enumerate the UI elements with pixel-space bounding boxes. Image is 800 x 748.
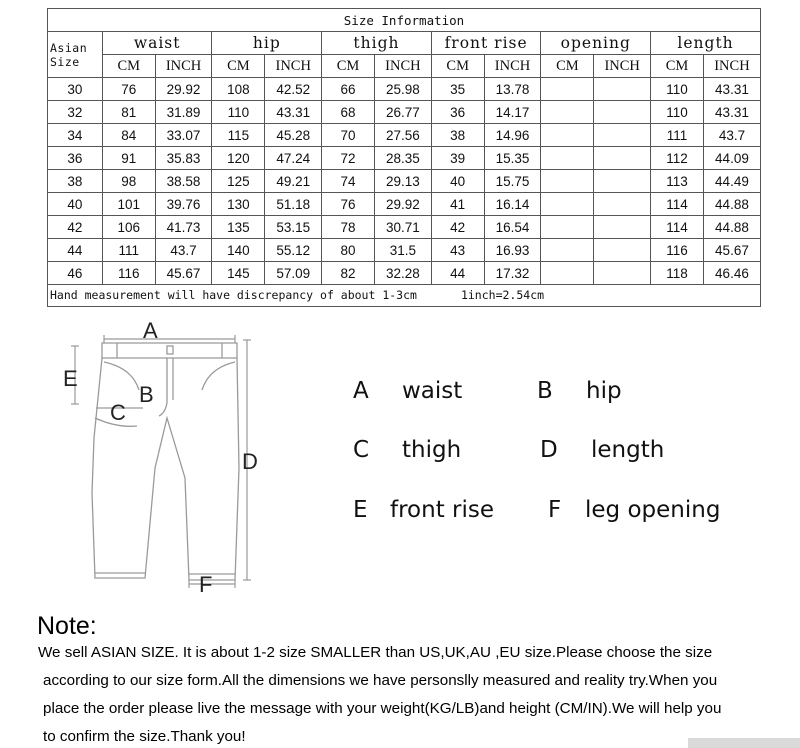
measurement-cell: 115 [212, 124, 265, 147]
waistband-outline [102, 343, 237, 358]
unit-header-inch: INCH [594, 55, 651, 78]
measurement-cell: 116 [102, 262, 155, 285]
measurement-cell: 42.52 [265, 78, 322, 101]
measurement-cell: 25.98 [374, 78, 431, 101]
measurement-cell: 15.35 [484, 147, 541, 170]
measurement-cell: 45.67 [155, 262, 212, 285]
measurement-cell [541, 262, 594, 285]
measurement-cell [541, 193, 594, 216]
measurement-cell: 82 [322, 262, 375, 285]
legend-letter-a: A [353, 378, 369, 404]
corner-decoration [688, 738, 800, 748]
table-caption-row [48, 9, 761, 32]
unit-header-inch: INCH [484, 55, 541, 78]
measurement-cell: 47.24 [265, 147, 322, 170]
measurement-cell: 39 [431, 147, 484, 170]
measurement-cell: 68 [322, 101, 375, 124]
measurement-cell: 16.14 [484, 193, 541, 216]
measurement-cell: 41 [431, 193, 484, 216]
unit-header-inch: INCH [155, 55, 212, 78]
unit-header-inch: INCH [265, 55, 322, 78]
measurement-cell: 44.88 [703, 216, 760, 239]
measurement-cell: 135 [212, 216, 265, 239]
measurement-cell: 46.46 [703, 262, 760, 285]
measurement-cell: 91 [102, 147, 155, 170]
measurement-cell: 98 [102, 170, 155, 193]
measurement-cell [541, 101, 594, 124]
asian-label: Asian [50, 40, 88, 55]
unit-header-inch: INCH [703, 55, 760, 78]
measurement-cell: 114 [651, 193, 704, 216]
size-cell: 42 [48, 216, 103, 239]
measurement-cell [594, 147, 651, 170]
group-header-thigh: thigh [322, 32, 432, 55]
unit-header-cm: CM [212, 55, 265, 78]
measurement-cell [594, 216, 651, 239]
measurement-cell: 130 [212, 193, 265, 216]
measurement-cell: 14.96 [484, 124, 541, 147]
legend-text-length: length [591, 437, 665, 463]
measurement-cell: 32.28 [374, 262, 431, 285]
measurement-cell: 43.31 [703, 101, 760, 124]
measurement-cell: 44 [431, 262, 484, 285]
diagram-label-f: F [199, 572, 213, 597]
table-row [48, 170, 761, 193]
group-header-row [48, 32, 761, 55]
footnote-row [48, 285, 761, 307]
measurement-cell: 78 [322, 216, 375, 239]
table-row [48, 101, 761, 124]
note-title: Note: [37, 612, 97, 640]
fly-line [159, 358, 167, 416]
measurement-cell: 45.67 [703, 239, 760, 262]
measurement-cell: 14.17 [484, 101, 541, 124]
measurement-cell: 30.71 [374, 216, 431, 239]
measurement-cell: 42 [431, 216, 484, 239]
measurement-cell: 43.7 [155, 239, 212, 262]
measurement-cell: 111 [651, 124, 704, 147]
measurement-cell: 29.92 [155, 78, 212, 101]
measurement-cell: 120 [212, 147, 265, 170]
size-cell: 34 [48, 124, 103, 147]
unit-header-inch: INCH [374, 55, 431, 78]
table-title: Size Information [48, 9, 761, 32]
measurement-cell: 38 [431, 124, 484, 147]
measurement-cell: 40 [431, 170, 484, 193]
measurement-cell: 16.54 [484, 216, 541, 239]
measurement-cell: 28.35 [374, 147, 431, 170]
size-cell: 46 [48, 262, 103, 285]
unit-header-cm: CM [651, 55, 704, 78]
measurement-cell [594, 170, 651, 193]
size-cell: 44 [48, 239, 103, 262]
legend-text-thigh: thigh [402, 437, 462, 463]
size-cell: 32 [48, 101, 103, 124]
measurement-cell: 44.09 [703, 147, 760, 170]
size-cell: 40 [48, 193, 103, 216]
measurement-cell: 76 [322, 193, 375, 216]
size-cell: 38 [48, 170, 103, 193]
measurement-cell [594, 262, 651, 285]
measurement-cell: 44.88 [703, 193, 760, 216]
measurement-cell: 43.7 [703, 124, 760, 147]
measurement-cell: 38.58 [155, 170, 212, 193]
measurement-cell: 116 [651, 239, 704, 262]
measurement-cell [541, 78, 594, 101]
pants-outline [92, 358, 239, 580]
note-line-3: place the order please live the message with your weight(KG/LB)and height (CM/IN).We will help you [43, 700, 722, 717]
diagram-label-e: E [63, 366, 78, 391]
measurement-cell [541, 124, 594, 147]
measurement-cell: 31.89 [155, 101, 212, 124]
table-row [48, 239, 761, 262]
measurement-cell: 51.18 [265, 193, 322, 216]
measurement-cell: 43.31 [703, 78, 760, 101]
legend-letter-e: E [353, 497, 368, 523]
measurement-cell: 36 [431, 101, 484, 124]
measurement-cell [541, 147, 594, 170]
table-row [48, 193, 761, 216]
measurement-cell [541, 170, 594, 193]
measurement-cell: 114 [651, 216, 704, 239]
measurement-cell [594, 101, 651, 124]
legend-text-front-rise: front rise [390, 497, 495, 523]
size-cell: 36 [48, 147, 103, 170]
measurement-cell: 106 [102, 216, 155, 239]
unit-header-cm: CM [102, 55, 155, 78]
measurement-cell: 26.77 [374, 101, 431, 124]
measurement-cell: 15.75 [484, 170, 541, 193]
measurement-cell [594, 239, 651, 262]
measurement-cell: 74 [322, 170, 375, 193]
measurement-cell: 80 [322, 239, 375, 262]
measurement-cell: 110 [651, 101, 704, 124]
legend-text-leg-opening: leg opening [585, 497, 721, 523]
measurement-cell [594, 124, 651, 147]
measurement-cell: 16.93 [484, 239, 541, 262]
unit-header-cm: CM [431, 55, 484, 78]
asian-size-header [48, 32, 103, 78]
table-row [48, 147, 761, 170]
measurement-cell [594, 193, 651, 216]
pocket-line [202, 362, 235, 390]
measurement-cell: 84 [102, 124, 155, 147]
measurement-cell: 55.12 [265, 239, 322, 262]
note-line-1: We sell ASIAN SIZE. It is about 1-2 size SMALLER than US,UK,AU ,EU size.Please choose the size [38, 644, 713, 661]
button-icon [167, 346, 173, 354]
measurement-cell [541, 239, 594, 262]
measurement-cell: 45.28 [265, 124, 322, 147]
measurement-cell: 53.15 [265, 216, 322, 239]
measurement-cell: 118 [651, 262, 704, 285]
diagram-label-c: C [110, 400, 126, 425]
measurement-cell: 49.21 [265, 170, 322, 193]
table-row [48, 216, 761, 239]
group-header-front-rise: front rise [431, 32, 541, 55]
measurement-cell: 33.07 [155, 124, 212, 147]
measurement-cell: 140 [212, 239, 265, 262]
unit-header-cm: CM [541, 55, 594, 78]
size-cell: 30 [48, 78, 103, 101]
measurement-cell: 111 [102, 239, 155, 262]
measurement-cell: 110 [651, 78, 704, 101]
measurement-cell: 57.09 [265, 262, 322, 285]
group-header-hip: hip [212, 32, 322, 55]
note-line-4: to confirm the size.Thank you! [43, 728, 246, 745]
measurement-cell: 76 [102, 78, 155, 101]
measurement-cell: 110 [212, 101, 265, 124]
legend-text-hip: hip [586, 378, 622, 404]
legend-text-waist: waist [402, 378, 463, 404]
note-line-2: according to our size form.All the dimensions we have personslly measured and reality try.When you [43, 672, 718, 689]
pocket-line [104, 362, 139, 390]
group-header-length: length [651, 32, 761, 55]
legend-letter-f: F [548, 497, 562, 523]
table-row [48, 78, 761, 101]
measurement-cell [594, 78, 651, 101]
measurement-cell: 70 [322, 124, 375, 147]
unit-header-row [48, 55, 761, 78]
measurement-cell: 125 [212, 170, 265, 193]
diagram-label-a: A [143, 318, 158, 343]
size-table [47, 8, 761, 307]
measurement-cell: 43 [431, 239, 484, 262]
table-row [48, 124, 761, 147]
measurement-cell: 108 [212, 78, 265, 101]
measurement-cell: 43.31 [265, 101, 322, 124]
measurement-cell: 81 [102, 101, 155, 124]
group-header-waist: waist [102, 32, 212, 55]
size-label: Size [50, 54, 80, 69]
measurement-cell: 17.32 [484, 262, 541, 285]
legend-letter-c: C [353, 437, 370, 463]
measurement-cell: 101 [102, 193, 155, 216]
measurement-cell: 113 [651, 170, 704, 193]
measurement-cell: 72 [322, 147, 375, 170]
measurement-cell [541, 216, 594, 239]
measurement-footnote: Hand measurement will have discrepancy of about 1-3cm [50, 288, 417, 302]
measurement-cell: 44.49 [703, 170, 760, 193]
diagram-label-d: D [242, 449, 258, 474]
group-header-opening: opening [541, 32, 651, 55]
measurement-cell: 112 [651, 147, 704, 170]
measurement-cell: 29.92 [374, 193, 431, 216]
measurement-cell: 35.83 [155, 147, 212, 170]
measurement-cell: 39.76 [155, 193, 212, 216]
measurement-cell: 145 [212, 262, 265, 285]
legend-letter-b: B [537, 378, 553, 404]
legend-letter-d: D [540, 437, 558, 463]
table-row [48, 262, 761, 285]
inch-conversion: 1inch=2.54cm [460, 288, 545, 302]
measurement-cell: 27.56 [374, 124, 431, 147]
diagram-label-b: B [139, 382, 154, 407]
unit-header-cm: CM [322, 55, 375, 78]
measurement-cell: 13.78 [484, 78, 541, 101]
measurement-cell: 31.5 [374, 239, 431, 262]
measurement-cell: 66 [322, 78, 375, 101]
measurement-cell: 29.13 [374, 170, 431, 193]
measurement-cell: 35 [431, 78, 484, 101]
footnote-cell [48, 285, 761, 307]
measurement-cell: 41.73 [155, 216, 212, 239]
